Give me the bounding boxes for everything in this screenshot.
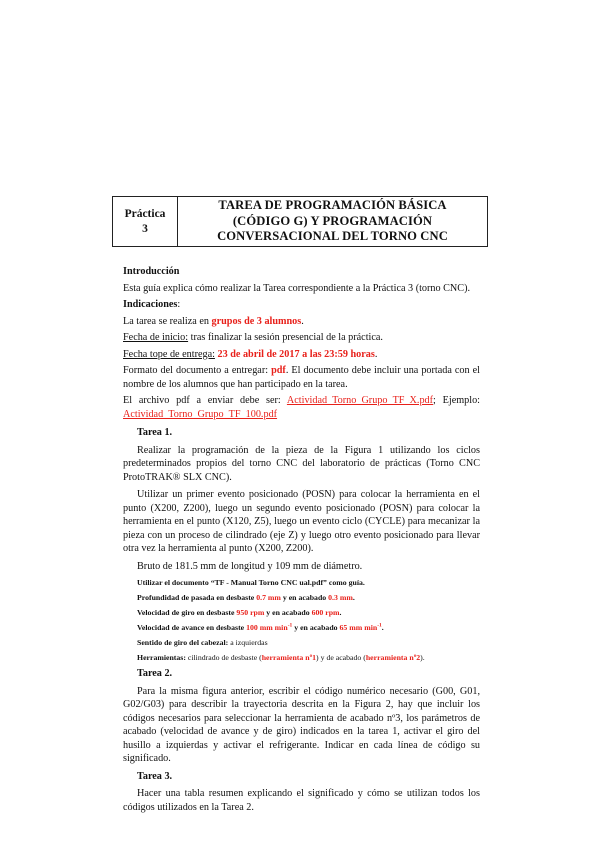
intro-heading: Introducción [123,266,180,277]
deadline-line: Fecha tope de entrega: 23 de abril de 2017 a las 23:59 horas. [123,348,378,360]
manual-line: Utilizar el documento “TF - Manual Torno CNC ual.pdf” como guía. [137,578,365,587]
practice-cell [113,197,178,246]
title-line-2: (CÓDIGO G) Y PROGRAMACIÓN [232,213,433,228]
task2-paragraph: Para la misma figura anterior, escribir el código numérico necesario (G00, G01, G02/G03) para describir la trayectoria descrita en la Figura 2, hay que incluir los códigos necesarios para seleccionar la herramienta de acabado nº3, los parámetros de acabado (velocidad de avance y de giro) indicados en la tarea 1, activar el giro del husillo a izquierdas y activar el refrigerante. Indicar en cada línea de código su significado. [123,685,480,764]
tools-line: Herramientas: cilindrado de desbaste (herramienta nº1) y de acabado (herramienta nº2). [137,653,425,662]
practice-number: 3 [142,222,148,235]
format-line: Formato del documento a entregar: pdf. El documento debe incluir una portada con el nombre de los alumnos que han participado en la tarea. [123,365,480,390]
speed-line: Velocidad de giro en desbaste 950 rpm y en acabado 600 rpm. [137,608,342,617]
title-line-1: TAREA DE PROGRAMACIÓN BÁSICA [218,198,447,213]
indications-heading: Indicaciones: [123,299,181,310]
task1-title: Tarea 1. [137,427,173,438]
depth-line: Profundidad de pasada en desbaste 0.7 mm y en acabado 0.3 mm. [137,593,355,602]
start-date-line: Fecha de inicio: tras finalizar la sesión presencial de la práctica. [123,332,383,343]
practice-label: Práctica [124,207,166,220]
body-content [123,265,480,814]
task2-title: Tarea 2. [137,668,173,679]
groups-line: La tarea se realiza en grupos de 3 alumnos. [123,315,304,327]
task3-paragraph: Hacer una tabla resumen explicando el significado y cómo se utilizan todos los códigos utilizados en la Tarea 2. [123,788,480,813]
file-name-line: El archivo pdf a enviar debe ser: Actividad_Torno_Grupo_TF_X.pdf; Ejemplo: Actividad_Torno_Grupo_TF_100.pdf [123,395,480,420]
task1-paragraph-2: Utilizar un primer evento posicionado (POSN) para colocar la herramienta en el punto (X200, Z200), luego un segundo evento posicionado (POSN) para colocar la herramienta en el punto (X120, Z5), luego un evento ciclo (CYCLE) para mecanizar la pieza con un proceso de cilindrado (eje Z) y luego otro evento posicionado para llevar otra vez la herramienta al punto (X200, Z200). [123,489,480,554]
title-line-3: CONVERSACIONAL DEL TORNO CNC [217,229,448,244]
intro-text: Esta guía explica cómo realizar la Tarea correspondiente a la Práctica 3 (torno CNC). [123,282,471,294]
task3-title: Tarea 3. [137,770,173,782]
feed-line: Velocidad de avance en desbaste 100 mm $\min^{-1} y$ en acabado 65 mm $\min^{-1}$. [137,622,384,632]
task1-paragraph-1: Realizar la programación de la pieza de la Figura 1 utilizando los ciclos predeterminados propios del torno CNC del laboratorio de prácticas (Torno CNC ProtoTRAK® SLX CNC). [123,444,480,483]
header-table [112,196,488,247]
title-cell [178,197,487,246]
task1-paragraph-3: Bruto de 181.5 mm de longitud y 109 mm de diámetro. [137,560,363,572]
spin-line: Sentido de giro del cabezal: a izquierdas [137,638,268,647]
